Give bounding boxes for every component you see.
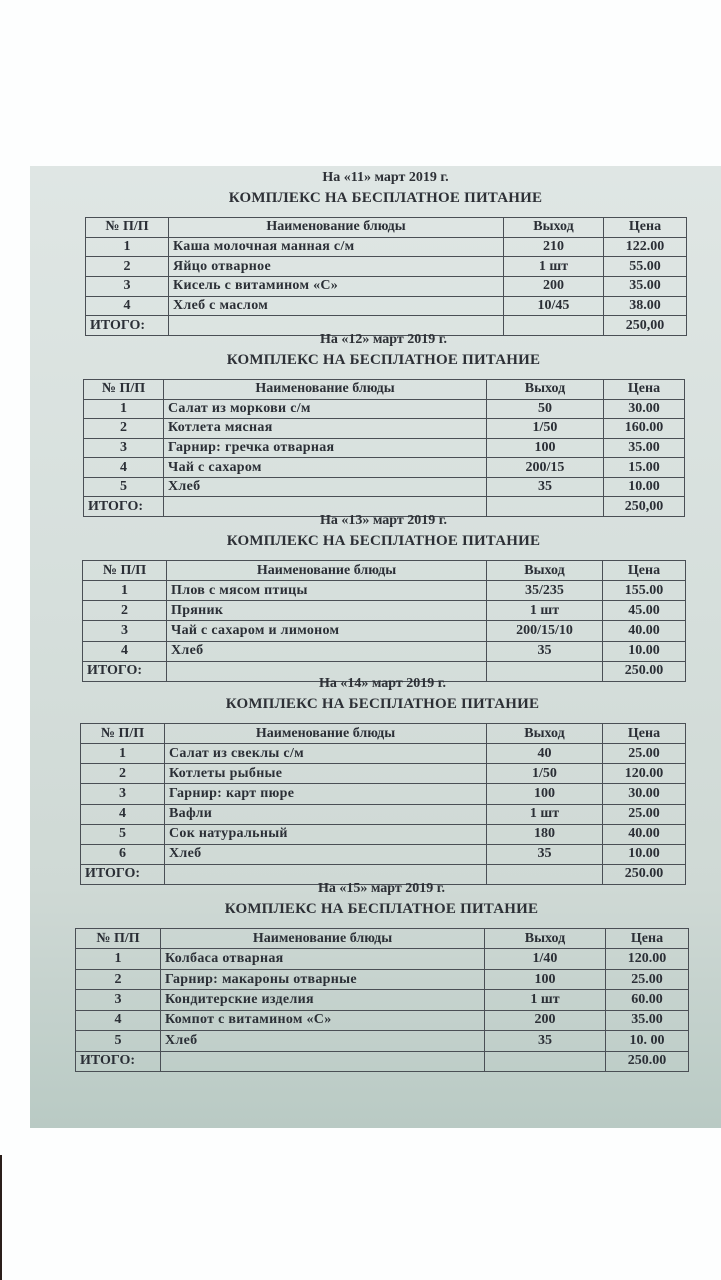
header-output: Выход [485,929,606,949]
menu-document [30,166,721,1128]
row-price: 120.00 [603,764,686,784]
row-name: Котлета мясная [164,419,487,439]
table-row [81,784,686,804]
row-name: Салат из свеклы с/м [165,744,487,764]
menu-table [75,928,689,1072]
row-price: 30.00 [603,784,686,804]
row-name: Плов с мясом птицы [167,581,487,601]
header-num: № П/П [84,380,164,400]
row-num: 4 [81,804,165,824]
table-row [81,804,686,824]
table-row [76,1031,689,1051]
row-output: 1/50 [487,419,604,439]
row-num: 3 [81,784,165,804]
total-value: 250,00 [604,497,685,517]
total-label: ИТОГО: [83,661,167,681]
header-price: Цена [603,724,686,744]
row-output: 1 шт [487,804,603,824]
complex-title: КОМПЛЕКС НА БЕСПЛАТНОЕ ПИТАНИЕ [225,696,540,712]
table-row [84,477,685,497]
row-name: Гарнир: гречка отварная [164,438,487,458]
row-output: 1/40 [485,949,606,969]
row-name: Гарнир: карт пюре [165,784,487,804]
row-output: 100 [487,438,604,458]
row-output: 35 [487,477,604,497]
table-row [86,237,687,257]
row-name: Колбаса отварная [161,949,485,969]
total-label: ИТОГО: [86,316,169,336]
total-label: ИТОГО: [81,864,165,884]
header-num: № П/П [86,218,169,238]
header-name: Наименование блюды [167,561,487,581]
header-output: Выход [487,380,604,400]
table-row [76,1010,689,1030]
row-price: 40.00 [603,621,686,641]
row-price: 30.00 [604,399,685,419]
table-row [83,581,686,601]
complex-title: КОМПЛЕКС НА БЕСПЛАТНОЕ ПИТАНИЕ [228,190,543,206]
total-empty-cell [161,1051,485,1071]
row-num: 4 [84,458,164,478]
day-block [80,676,685,885]
row-num: 2 [84,419,164,439]
row-name: Компот с витамином «С» [161,1010,485,1030]
row-num: 2 [83,601,167,621]
row-name: Чай с сахаром [164,458,487,478]
row-num: 3 [86,276,169,296]
day-date: На «14» март 2019 г. [318,676,447,691]
row-name: Салат из моркови с/м [164,399,487,419]
day-date: На «15» март 2019 г. [317,881,446,896]
table-header-row [86,218,687,238]
row-output: 35/235 [487,581,603,601]
row-price: 160.00 [604,419,685,439]
row-output: 1 шт [487,601,603,621]
header-num: № П/П [76,929,161,949]
row-output: 1 шт [485,990,606,1010]
row-output: 40 [487,744,603,764]
row-price: 25.00 [603,804,686,824]
row-num: 6 [81,844,165,864]
row-price: 55.00 [604,257,687,277]
row-name: Хлеб [164,477,487,497]
row-price: 45.00 [603,601,686,621]
row-num: 1 [83,581,167,601]
menu-table [85,217,687,336]
row-name: Каша молочная манная с/м [169,237,504,257]
total-value: 250.00 [603,864,686,884]
row-output: 180 [487,824,603,844]
row-price: 10.00 [603,641,686,661]
menu-table [82,560,686,682]
table-row [83,641,686,661]
row-output: 1 шт [504,257,604,277]
table-row [86,276,687,296]
row-num: 2 [81,764,165,784]
row-name: Хлеб [167,641,487,661]
table-header-row [76,929,689,949]
row-price: 60.00 [606,990,689,1010]
table-row [76,969,689,989]
table-row [83,601,686,621]
row-price: 25.00 [603,744,686,764]
table-row [81,844,686,864]
row-name: Кондитерские изделия [161,990,485,1010]
row-num: 4 [86,296,169,316]
header-num: № П/П [83,561,167,581]
row-output: 200 [485,1010,606,1030]
table-header-row [84,380,685,400]
row-output: 200/15/10 [487,621,603,641]
row-output: 35 [487,641,603,661]
row-price: 120.00 [606,949,689,969]
row-price: 155.00 [603,581,686,601]
row-num: 1 [86,237,169,257]
complex-title: КОМПЛЕКС НА БЕСПЛАТНОЕ ПИТАНИЕ [224,901,539,917]
total-row [76,1051,689,1071]
table-row [84,438,685,458]
row-num: 1 [76,949,161,969]
row-num: 3 [83,621,167,641]
row-num: 5 [84,477,164,497]
total-value: 250,00 [604,316,687,336]
row-num: 2 [76,969,161,989]
row-name: Котлеты рыбные [165,764,487,784]
row-name: Кисель с витамином «С» [169,276,504,296]
row-name: Пряник [167,601,487,621]
row-price: 10.00 [604,477,685,497]
day-date: На «13» март 2019 г. [319,513,448,528]
table-row [81,744,686,764]
day-block [85,170,686,336]
header-output: Выход [487,724,603,744]
header-output: Выход [487,561,603,581]
row-output: 10/45 [504,296,604,316]
total-label: ИТОГО: [76,1051,161,1071]
table-row [76,990,689,1010]
day-block [83,332,684,517]
row-num: 2 [86,257,169,277]
row-output: 210 [504,237,604,257]
row-price: 10.00 [603,844,686,864]
menu-table [80,723,686,885]
total-empty-cell [485,1051,606,1071]
header-name: Наименование блюды [164,380,487,400]
row-name: Хлеб с маслом [169,296,504,316]
table-header-row [81,724,686,744]
row-name: Хлеб [165,844,487,864]
table-row [86,296,687,316]
row-price: 15.00 [604,458,685,478]
table-row [84,419,685,439]
table-row [84,458,685,478]
header-price: Цена [603,561,686,581]
row-output: 200 [504,276,604,296]
row-price: 35.00 [606,1010,689,1030]
row-price: 35.00 [604,276,687,296]
total-value: 250.00 [603,661,686,681]
row-name: Вафли [165,804,487,824]
phone-edge-shadow [0,1155,2,1280]
row-output: 100 [487,784,603,804]
row-num: 3 [84,438,164,458]
row-output: 100 [485,969,606,989]
row-num: 4 [76,1010,161,1030]
table-row [83,621,686,641]
header-num: № П/П [81,724,165,744]
row-num: 1 [84,399,164,419]
table-row [81,824,686,844]
header-name: Наименование блюды [165,724,487,744]
day-block [75,881,688,1072]
header-name: Наименование блюды [161,929,485,949]
row-name: Чай с сахаром и лимоном [167,621,487,641]
total-label: ИТОГО: [84,497,164,517]
row-price: 40.00 [603,824,686,844]
header-name: Наименование блюды [169,218,504,238]
row-name: Гарнир: макароны отварные [161,969,485,989]
row-price: 38.00 [604,296,687,316]
header-price: Цена [606,929,689,949]
row-price: 25.00 [606,969,689,989]
header-price: Цена [604,380,685,400]
row-price: 122.00 [604,237,687,257]
table-header-row [83,561,686,581]
row-output: 35 [485,1031,606,1051]
row-output: 1/50 [487,764,603,784]
day-block [82,513,685,682]
table-row [81,764,686,784]
row-name: Хлеб [161,1031,485,1051]
row-output: 35 [487,844,603,864]
total-value: 250.00 [606,1051,689,1071]
day-date: На «11» март 2019 г. [322,170,449,185]
row-num: 3 [76,990,161,1010]
row-output: 200/15 [487,458,604,478]
menu-table [83,379,685,517]
row-price: 10. 00 [606,1031,689,1051]
row-num: 4 [83,641,167,661]
row-num: 5 [81,824,165,844]
row-output: 50 [487,399,604,419]
row-num: 1 [81,744,165,764]
row-price: 35.00 [604,438,685,458]
header-output: Выход [504,218,604,238]
header-price: Цена [604,218,687,238]
row-num: 5 [76,1031,161,1051]
complex-title: КОМПЛЕКС НА БЕСПЛАТНОЕ ПИТАНИЕ [226,352,541,368]
table-row [84,399,685,419]
table-row [86,257,687,277]
row-name: Сок натуральный [165,824,487,844]
table-row [76,949,689,969]
complex-title: КОМПЛЕКС НА БЕСПЛАТНОЕ ПИТАНИЕ [226,533,541,549]
row-name: Яйцо отварное [169,257,504,277]
day-date: На «12» март 2019 г. [319,332,448,347]
